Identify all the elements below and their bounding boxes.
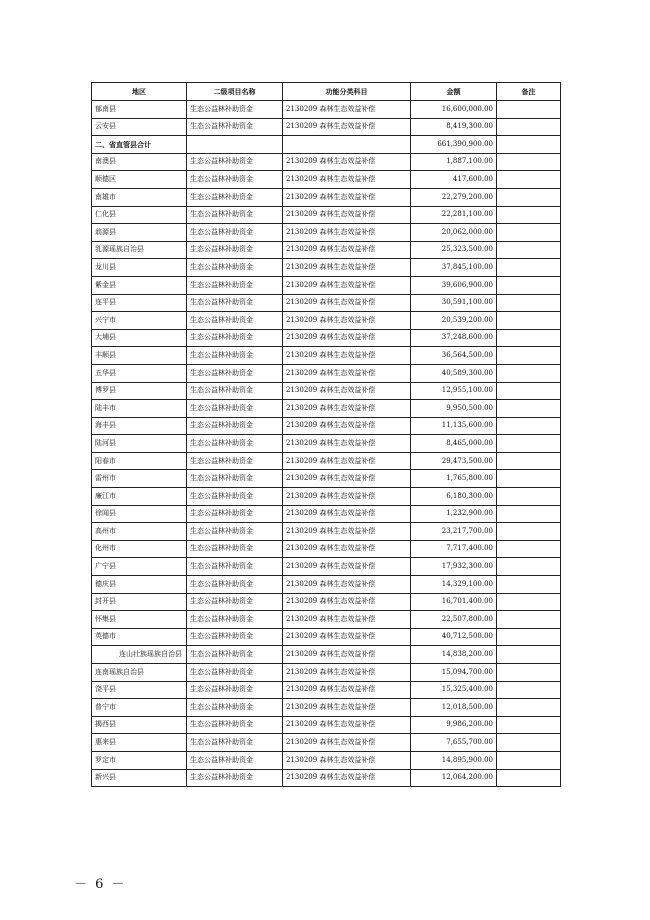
amount-cell: 36,564,500.00 [411, 347, 497, 365]
function-category-cell: 2130209 森林生态效益补偿 [283, 646, 411, 664]
table-row [92, 558, 561, 576]
amount-cell: 39,606,900.00 [411, 276, 497, 294]
table-row [92, 505, 561, 523]
project-name-cell: 生态公益林补助资金 [187, 734, 283, 752]
table-row [92, 540, 561, 558]
table-row [92, 628, 561, 646]
region-cell: 连平县 [92, 294, 187, 312]
amount-cell: 12,955,100.00 [411, 382, 497, 400]
table-row [92, 576, 561, 594]
amount-cell: 16,701,400.00 [411, 593, 497, 611]
amount-cell: 661,390,900.00 [411, 136, 497, 154]
region-cell: 南雄市 [92, 188, 187, 206]
region-cell: 廉江市 [92, 488, 187, 506]
project-name-cell: 生态公益林补助资金 [187, 364, 283, 382]
table-row [92, 329, 561, 347]
region-cell: 南澳县 [92, 153, 187, 171]
project-name-cell: 生态公益林补助资金 [187, 188, 283, 206]
function-category-cell: 2130209 森林生态效益补偿 [283, 593, 411, 611]
remarks-cell [497, 153, 561, 171]
remarks-cell [497, 576, 561, 594]
amount-cell: 17,932,300.00 [411, 558, 497, 576]
table-row [92, 364, 561, 382]
table-row [92, 400, 561, 418]
table-row [92, 382, 561, 400]
function-category-cell: 2130209 森林生态效益补偿 [283, 188, 411, 206]
table-row [92, 681, 561, 699]
table-row [92, 646, 561, 664]
function-category-cell: 2130209 森林生态效益补偿 [283, 294, 411, 312]
amount-cell: 23,217,700.00 [411, 523, 497, 541]
project-name-cell: 生态公益林补助资金 [187, 751, 283, 769]
function-category-cell: 2130209 森林生态效益补偿 [283, 329, 411, 347]
project-name-cell: 生态公益林补助资金 [187, 576, 283, 594]
amount-cell: 37,248,600.00 [411, 329, 497, 347]
table-row [92, 171, 561, 189]
table-row [92, 488, 561, 506]
table-row [92, 435, 561, 453]
amount-cell: 7,655,700.00 [411, 734, 497, 752]
project-name-cell: 生态公益林补助资金 [187, 593, 283, 611]
amount-cell: 9,950,500.00 [411, 400, 497, 418]
remarks-cell [497, 188, 561, 206]
amount-cell: 12,018,500.00 [411, 699, 497, 717]
table-row [92, 664, 561, 682]
function-category-cell: 2130209 森林生态效益补偿 [283, 153, 411, 171]
project-name-cell: 生态公益林补助资金 [187, 488, 283, 506]
remarks-cell [497, 417, 561, 435]
project-name-cell: 生态公益林补助资金 [187, 417, 283, 435]
amount-cell: 417,600.00 [411, 171, 497, 189]
region-cell: 怀集县 [92, 611, 187, 629]
function-category-cell: 2130209 森林生态效益补偿 [283, 400, 411, 418]
remarks-cell [497, 734, 561, 752]
remarks-cell [497, 681, 561, 699]
amount-cell: 15,094,700.00 [411, 664, 497, 682]
function-category-cell: 2130209 森林生态效益补偿 [283, 540, 411, 558]
remarks-cell [497, 312, 561, 330]
project-name-cell: 生态公益林补助资金 [187, 153, 283, 171]
project-name-cell: 生态公益林补助资金 [187, 206, 283, 224]
table-row [92, 101, 561, 119]
remarks-cell [497, 101, 561, 119]
table-row [92, 224, 561, 242]
table-row [92, 751, 561, 769]
function-category-cell: 2130209 森林生态效益补偿 [283, 435, 411, 453]
region-cell: 揭西县 [92, 716, 187, 734]
function-category-cell: 2130209 森林生态效益补偿 [283, 751, 411, 769]
remarks-cell [497, 382, 561, 400]
amount-cell: 1,765,800.00 [411, 470, 497, 488]
table-row [92, 470, 561, 488]
function-category-cell: 2130209 森林生态效益补偿 [283, 699, 411, 717]
function-category-cell: 2130209 森林生态效益补偿 [283, 118, 411, 136]
remarks-cell [497, 329, 561, 347]
table-row [92, 188, 561, 206]
table-row [92, 593, 561, 611]
project-name-cell: 生态公益林补助资金 [187, 628, 283, 646]
project-name-cell: 生态公益林补助资金 [187, 699, 283, 717]
header-remarks: 备注 [497, 83, 561, 101]
project-name-cell: 生态公益林补助资金 [187, 382, 283, 400]
amount-cell: 37,845,100.00 [411, 259, 497, 277]
table-row [92, 118, 561, 136]
region-cell: 新兴县 [92, 769, 187, 787]
project-name-cell: 生态公益林补助资金 [187, 347, 283, 365]
project-name-cell: 生态公益林补助资金 [187, 329, 283, 347]
amount-cell: 25,323,500.00 [411, 241, 497, 259]
project-name-cell: 生态公益林补助资金 [187, 241, 283, 259]
project-name-cell: 生态公益林补助资金 [187, 681, 283, 699]
region-cell: 翁源县 [92, 224, 187, 242]
table-row [92, 153, 561, 171]
remarks-cell [497, 646, 561, 664]
function-category-cell: 2130209 森林生态效益补偿 [283, 259, 411, 277]
region-cell: 丰顺县 [92, 347, 187, 365]
table-row [92, 276, 561, 294]
function-category-cell: 2130209 森林生态效益补偿 [283, 628, 411, 646]
function-category-cell: 2130209 森林生态效益补偿 [283, 716, 411, 734]
table-row [92, 294, 561, 312]
project-name-cell: 生态公益林补助资金 [187, 101, 283, 119]
amount-cell: 20,062,000.00 [411, 224, 497, 242]
table-row [92, 452, 561, 470]
table-row [92, 769, 561, 787]
region-cell: 罗定市 [92, 751, 187, 769]
project-name-cell: 生态公益林补助资金 [187, 540, 283, 558]
amount-cell: 20,539,200.00 [411, 312, 497, 330]
table-row [92, 312, 561, 330]
project-name-cell: 生态公益林补助资金 [187, 435, 283, 453]
remarks-cell [497, 611, 561, 629]
remarks-cell [497, 488, 561, 506]
table-row [92, 734, 561, 752]
function-category-cell: 2130209 森林生态效益补偿 [283, 101, 411, 119]
function-category-cell [283, 136, 411, 154]
remarks-cell [497, 699, 561, 717]
table-row [92, 241, 561, 259]
amount-cell: 14,895,900.00 [411, 751, 497, 769]
remarks-cell [497, 400, 561, 418]
function-category-cell: 2130209 森林生态效益补偿 [283, 417, 411, 435]
table-body [92, 101, 561, 787]
region-cell: 云安县 [92, 118, 187, 136]
remarks-cell [497, 523, 561, 541]
project-name-cell: 生态公益林补助资金 [187, 646, 283, 664]
amount-cell: 8,419,300.00 [411, 118, 497, 136]
function-category-cell: 2130209 森林生态效益补偿 [283, 224, 411, 242]
region-cell: 大埔县 [92, 329, 187, 347]
region-cell: 兴宁市 [92, 312, 187, 330]
remarks-cell [497, 294, 561, 312]
amount-cell: 40,712,500.00 [411, 628, 497, 646]
function-category-cell: 2130209 森林生态效益补偿 [283, 611, 411, 629]
amount-cell: 11,135,600.00 [411, 417, 497, 435]
function-category-cell: 2130209 森林生态效益补偿 [283, 664, 411, 682]
amount-cell: 22,507,800.00 [411, 611, 497, 629]
region-cell: 陆河县 [92, 435, 187, 453]
project-name-cell: 生态公益林补助资金 [187, 224, 283, 242]
remarks-cell [497, 118, 561, 136]
region-cell: 阳春市 [92, 452, 187, 470]
remarks-cell [497, 435, 561, 453]
remarks-cell [497, 769, 561, 787]
project-name-cell: 生态公益林补助资金 [187, 312, 283, 330]
header-function-category: 功能分类科目 [283, 83, 411, 101]
function-category-cell: 2130209 森林生态效益补偿 [283, 382, 411, 400]
function-category-cell: 2130209 森林生态效益补偿 [283, 364, 411, 382]
project-name-cell: 生态公益林补助资金 [187, 259, 283, 277]
remarks-cell [497, 241, 561, 259]
region-cell: 封开县 [92, 593, 187, 611]
region-cell: 惠来县 [92, 734, 187, 752]
remarks-cell [497, 259, 561, 277]
remarks-cell [497, 628, 561, 646]
page-number: － 6 － [74, 877, 127, 892]
amount-cell: 40,589,300.00 [411, 364, 497, 382]
remarks-cell [497, 664, 561, 682]
remarks-cell [497, 136, 561, 154]
remarks-cell [497, 347, 561, 365]
table-row [92, 699, 561, 717]
project-name-cell: 生态公益林补助资金 [187, 276, 283, 294]
table-row [92, 206, 561, 224]
region-cell: 乳源瑶族自治县 [92, 241, 187, 259]
amount-cell: 22,279,200.00 [411, 188, 497, 206]
fund-allocation-table [91, 82, 561, 787]
function-category-cell: 2130209 森林生态效益补偿 [283, 452, 411, 470]
amount-cell: 12,064,200.00 [411, 769, 497, 787]
table-header [92, 83, 561, 101]
header-project-name: 二级项目名称 [187, 83, 283, 101]
project-name-cell: 生态公益林补助资金 [187, 716, 283, 734]
region-cell: 英德市 [92, 628, 187, 646]
amount-cell: 15,325,400.00 [411, 681, 497, 699]
function-category-cell: 2130209 森林生态效益补偿 [283, 681, 411, 699]
function-category-cell: 2130209 森林生态效益补偿 [283, 769, 411, 787]
region-cell: 顺德区 [92, 171, 187, 189]
project-name-cell: 生态公益林补助资金 [187, 611, 283, 629]
function-category-cell: 2130209 森林生态效益补偿 [283, 523, 411, 541]
amount-cell: 6,180,300.00 [411, 488, 497, 506]
region-cell: 连南瑶族自治县 [92, 664, 187, 682]
region-cell: 广宁县 [92, 558, 187, 576]
region-cell: 博罗县 [92, 382, 187, 400]
table-row [92, 523, 561, 541]
amount-cell: 9,986,200.00 [411, 716, 497, 734]
region-cell: 陆丰市 [92, 400, 187, 418]
function-category-cell: 2130209 森林生态效益补偿 [283, 241, 411, 259]
table-row [92, 259, 561, 277]
remarks-cell [497, 224, 561, 242]
function-category-cell: 2130209 森林生态效益补偿 [283, 488, 411, 506]
project-name-cell: 生态公益林补助资金 [187, 294, 283, 312]
remarks-cell [497, 716, 561, 734]
region-cell: 海丰县 [92, 417, 187, 435]
function-category-cell: 2130209 森林生态效益补偿 [283, 505, 411, 523]
function-category-cell: 2130209 森林生态效益补偿 [283, 470, 411, 488]
amount-cell: 14,838,200.00 [411, 646, 497, 664]
project-name-cell: 生态公益林补助资金 [187, 664, 283, 682]
amount-cell: 22,281,100.00 [411, 206, 497, 224]
region-cell: 徐闻县 [92, 505, 187, 523]
amount-cell: 7,717,400.00 [411, 540, 497, 558]
remarks-cell [497, 364, 561, 382]
region-cell: 雷州市 [92, 470, 187, 488]
project-name-cell: 生态公益林补助资金 [187, 769, 283, 787]
project-name-cell [187, 136, 283, 154]
table-row [92, 611, 561, 629]
amount-cell: 1,232,900.00 [411, 505, 497, 523]
function-category-cell: 2130209 森林生态效益补偿 [283, 734, 411, 752]
table-row [92, 347, 561, 365]
region-cell: 仁化县 [92, 206, 187, 224]
table-row [92, 417, 561, 435]
header-region: 地区 [92, 83, 187, 101]
remarks-cell [497, 470, 561, 488]
function-category-cell: 2130209 森林生态效益补偿 [283, 312, 411, 330]
region-cell: 化州市 [92, 540, 187, 558]
header-amount: 金额 [411, 83, 497, 101]
function-category-cell: 2130209 森林生态效益补偿 [283, 558, 411, 576]
region-cell: 二、省直管县合计 [92, 136, 187, 154]
subtotal-row [92, 136, 561, 154]
function-category-cell: 2130209 森林生态效益补偿 [283, 206, 411, 224]
remarks-cell [497, 452, 561, 470]
function-category-cell: 2130209 森林生态效益补偿 [283, 347, 411, 365]
region-cell: 普宁市 [92, 699, 187, 717]
function-category-cell: 2130209 森林生态效益补偿 [283, 276, 411, 294]
function-category-cell: 2130209 森林生态效益补偿 [283, 171, 411, 189]
project-name-cell: 生态公益林补助资金 [187, 118, 283, 136]
project-name-cell: 生态公益林补助资金 [187, 400, 283, 418]
region-cell: 高州市 [92, 523, 187, 541]
amount-cell: 8,465,000.00 [411, 435, 497, 453]
remarks-cell [497, 206, 561, 224]
amount-cell: 30,591,100.00 [411, 294, 497, 312]
region-cell: 德庆县 [92, 576, 187, 594]
table-row [92, 716, 561, 734]
amount-cell: 29,473,500.00 [411, 452, 497, 470]
project-name-cell: 生态公益林补助资金 [187, 523, 283, 541]
region-cell: 紫金县 [92, 276, 187, 294]
region-cell: 连山壮族瑶族自治县 [92, 646, 187, 664]
region-cell: 郁南县 [92, 101, 187, 119]
remarks-cell [497, 593, 561, 611]
project-name-cell: 生态公益林补助资金 [187, 171, 283, 189]
region-cell: 饶平县 [92, 681, 187, 699]
remarks-cell [497, 276, 561, 294]
project-name-cell: 生态公益林补助资金 [187, 558, 283, 576]
amount-cell: 14,329,100.00 [411, 576, 497, 594]
project-name-cell: 生态公益林补助资金 [187, 452, 283, 470]
project-name-cell: 生态公益林补助资金 [187, 505, 283, 523]
remarks-cell [497, 171, 561, 189]
amount-cell: 16,600,000.00 [411, 101, 497, 119]
amount-cell: 1,887,100.00 [411, 153, 497, 171]
region-cell: 五华县 [92, 364, 187, 382]
remarks-cell [497, 505, 561, 523]
region-cell: 龙川县 [92, 259, 187, 277]
function-category-cell: 2130209 森林生态效益补偿 [283, 576, 411, 594]
project-name-cell: 生态公益林补助资金 [187, 470, 283, 488]
remarks-cell [497, 540, 561, 558]
header-row [92, 83, 561, 101]
remarks-cell [497, 751, 561, 769]
remarks-cell [497, 558, 561, 576]
